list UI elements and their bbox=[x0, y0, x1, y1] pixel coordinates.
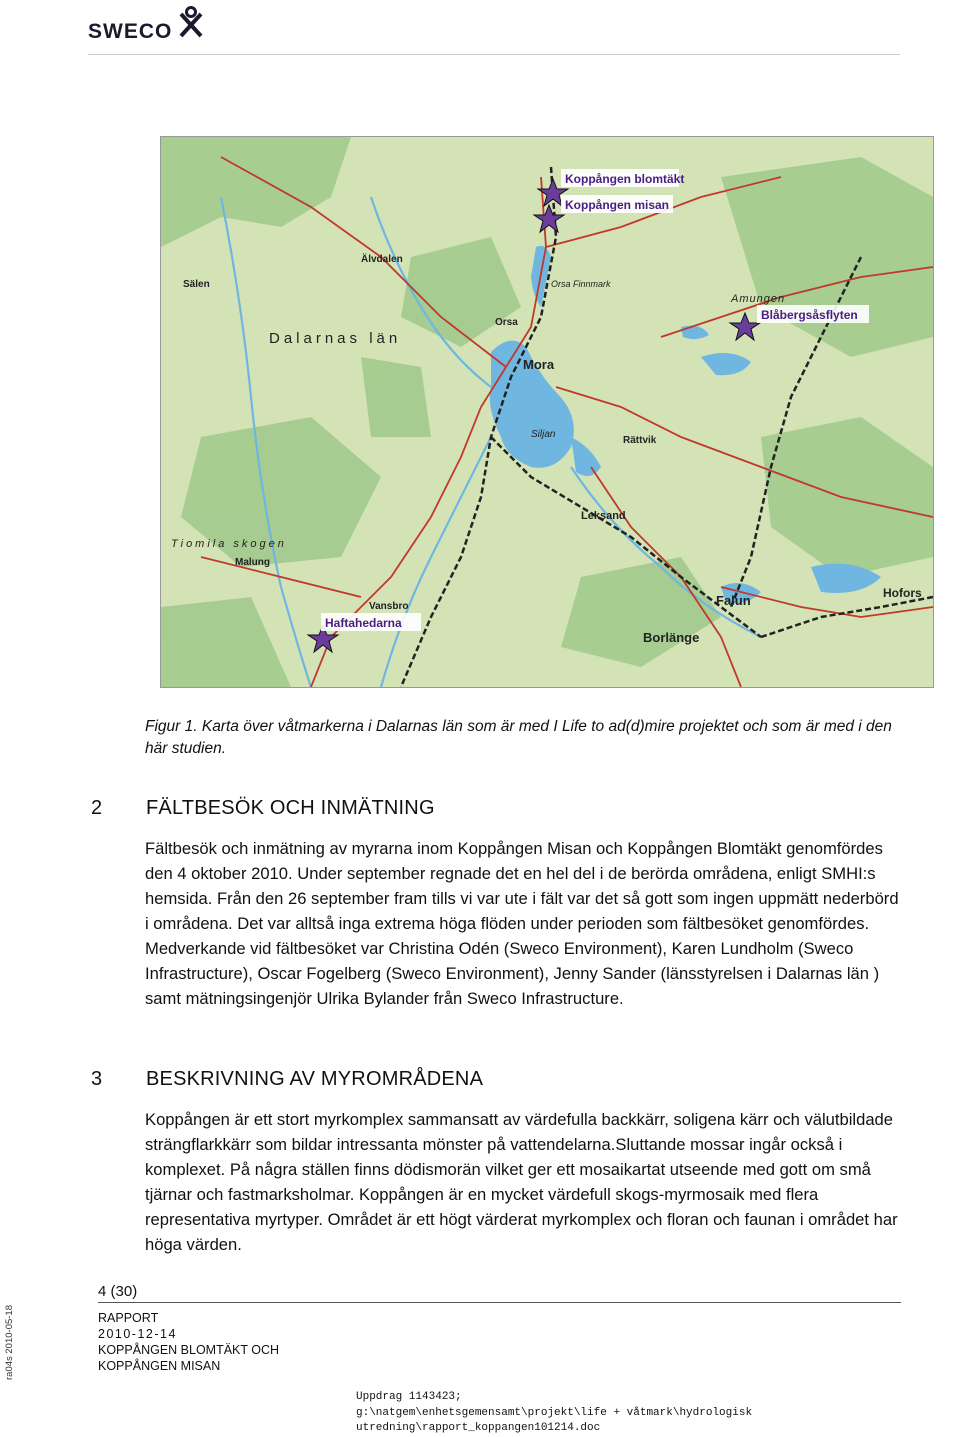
section-heading bbox=[91, 797, 691, 823]
map-town-label: Sälen bbox=[183, 279, 210, 290]
map-figure bbox=[160, 136, 934, 688]
document-type: RAPPORT bbox=[98, 1311, 159, 1325]
svg-text:Koppången misan: Koppången misan bbox=[565, 198, 670, 212]
map-town-label: Borlänge bbox=[643, 630, 700, 645]
logo-cross-icon bbox=[177, 6, 209, 38]
file-path-line: utredning\rapport_koppangen101214.doc bbox=[356, 1422, 601, 1434]
map-town-label: Falun bbox=[716, 593, 751, 608]
svg-text:Blåbergsåsflyten: Blåbergsåsflyten bbox=[761, 308, 858, 322]
map-town-label: Leksand bbox=[581, 510, 626, 522]
file-path-line: g:\natgem\enhetsgemensamt\projekt\life + våtmark\hydrologisk bbox=[356, 1406, 753, 1419]
map-town-label: Hofors bbox=[883, 586, 922, 600]
section-title: BESKRIVNING AV MYROMRÅDENA bbox=[146, 1068, 484, 1090]
page-number: 4 (30) bbox=[98, 1283, 138, 1300]
document-title-line: KOPPÅNGEN MISAN bbox=[98, 1359, 221, 1373]
header-divider bbox=[88, 54, 900, 55]
map-area-label: Siljan bbox=[531, 429, 556, 440]
section-number: 3 bbox=[91, 1068, 103, 1090]
map-area-label: Tiomila skogen bbox=[171, 538, 287, 550]
footer-divider bbox=[98, 1302, 901, 1303]
body-paragraph: Koppången är ett stort myrkomplex sammansatt av värdefulla backkärr, soligena kärr och välutbildade strängflarkkärr som bildar intressanta mönster på vattendelarna.Sluttande mossar ingår också i komplexet. På några ställen finns dödismorän vilket ger ett mosaikartat utseende med gott om små tjärnar och fastmarksholmar. Koppången är en mycket värdefull skogs-myrmosaik med flera representativa myrtyper. Området är ett högt värderat myrkomplex och floran och faunan i området har höga värden. bbox=[145, 1110, 898, 1254]
svg-text:Haftahedarna: Haftahedarna bbox=[325, 616, 402, 630]
map-area-label: Orsa Finnmark bbox=[551, 279, 611, 289]
dalarna-wetland-map bbox=[161, 137, 933, 687]
svg-text:Koppången blomtäkt: Koppången blomtäkt bbox=[565, 172, 685, 186]
map-town-label: Malung bbox=[235, 557, 270, 568]
document-title-line: KOPPÅNGEN BLOMTÄKT OCH bbox=[98, 1343, 280, 1357]
map-town-label: Älvdalen bbox=[361, 254, 403, 265]
map-area-label: Amungen bbox=[731, 293, 786, 305]
body-paragraph: Fältbesök och inmätning av myrarna inom Koppången Misan och Koppången Blomtäkt genomfördes den 4 oktober 2010. Under september regnade det en hel del i de berörda områdena, enligt SMHI:s hemsida. Från den 26 september fram tills vi var ute i fält var det så gott som ingen uppmätt nederbörd i områdena. Det var alltså inga extrema höga flöden under perioden som fältbesöket genomfördes. Medverkande vid fältbesöket var Christina Odén (Sweco Environment), Karen Lundholm (Sweco Infrastructure), Oscar Fogelberg (Sweco Environment), Jenny Sander (länsstyrelsen i Dalarnas län ) samt mätningsingenjör Ulrika Bylander från Sweco Infrastructure. bbox=[145, 839, 899, 1008]
section-title: FÄLTBESÖK OCH INMÄTNING bbox=[146, 797, 435, 819]
map-town-label: Vansbro bbox=[369, 601, 409, 612]
assignment-number: Uppdrag 1143423; bbox=[356, 1391, 462, 1403]
assignment-info bbox=[356, 1390, 752, 1437]
section-number: 2 bbox=[91, 797, 103, 819]
map-town-label: Rättvik bbox=[623, 435, 657, 446]
figure-caption: Figur 1. Karta över våtmarkerna i Dalarnas län som är med I Life to ad(d)mire projektet och som är med i den här studien. bbox=[145, 718, 892, 757]
template-code: ra04s 2010-05-18 bbox=[4, 1305, 15, 1380]
document-info bbox=[98, 1310, 279, 1374]
map-region-label: Dalarnas län bbox=[269, 330, 402, 347]
logo-wordmark: SWECO bbox=[88, 20, 173, 43]
document-date: 2010-12-14 bbox=[98, 1327, 177, 1341]
section-heading bbox=[91, 1068, 691, 1094]
map-town-label: Orsa bbox=[495, 317, 518, 328]
page-footer bbox=[0, 1280, 960, 1437]
sweco-logo bbox=[88, 6, 208, 43]
map-town-label: Mora bbox=[523, 357, 555, 372]
